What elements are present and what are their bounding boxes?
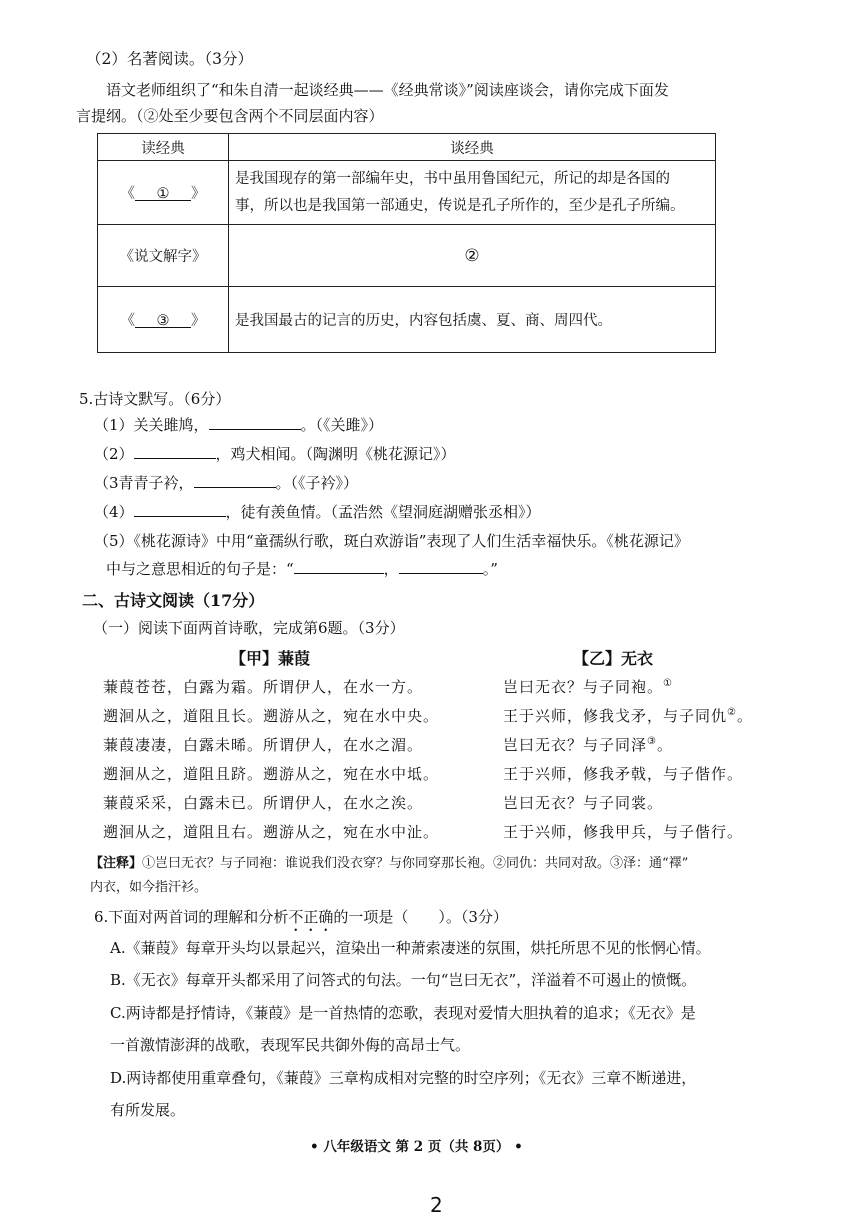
poem-yi-line: 王于兴师，修我甲兵，与子偕行。 <box>503 823 744 841</box>
footnote-marker: ② <box>727 707 737 718</box>
q5-item-1 <box>94 414 383 435</box>
notes-line2: 内衣，如今指汗衫。 <box>90 880 208 895</box>
q6-option-b[interactable]: B.《无衣》每章开头都采用了问答式的句法。一句“岂曰无衣”，洋溢着不可遏止的愤慨。 <box>110 971 697 989</box>
poem-jia-title: 【甲】蒹葭 <box>230 649 311 668</box>
row1-desc-line1: 是我国现存的第一部编年史，书中虽用鲁国纪元，所记的却是各国的 <box>235 170 670 187</box>
poem-yi-title: 【乙】无衣 <box>573 649 654 668</box>
q5-5-blank-a[interactable] <box>294 559 384 574</box>
q5-4-pre: （4） <box>94 503 134 521</box>
q5-3-post: 。（《子衿》） <box>275 474 359 492</box>
poem-yi-tail: 。 <box>656 736 673 754</box>
q6-option-d-line2: 有所发展。 <box>110 1101 186 1119</box>
q6-stem <box>94 906 508 935</box>
q5-heading: 5.古诗文默写。（6分） <box>79 390 231 408</box>
footnote-marker: ① <box>663 678 673 689</box>
q5-1-blank[interactable] <box>209 415 301 430</box>
q5-item-4 <box>94 501 541 522</box>
q5-2-pre: （2） <box>94 445 134 463</box>
poem-yi-line: 岂曰无衣？与子同裳。 <box>503 794 664 812</box>
q5-2-post: ，鸡犬相闻。（陶渊明《桃花源记》） <box>215 445 456 463</box>
table-header-discuss: 谈经典 <box>229 134 716 161</box>
table-row2-book: 《说文解字》 <box>98 225 229 287</box>
q5-5-post: 。” <box>482 560 498 578</box>
row1-desc-line2: 事，所以也是我国第一部通史，传说是孔子所作的，至少是孔子所编。 <box>235 197 685 214</box>
q5-4-blank[interactable] <box>134 502 226 517</box>
table-row3-book <box>98 287 229 353</box>
q5-item-2 <box>94 443 456 464</box>
q5-item-5-line1: （5）《桃花源诗》中用“童孺纵行歌，斑白欢游诣”表现了人们生活幸福快乐。《桃花源记》 <box>94 532 689 550</box>
poem-jia-line: 蒹葭苍苍，白露为霜。所谓伊人，在水一方。 <box>103 678 424 696</box>
poem-jia-line: 遡洄从之，道阻且跻。遡游从之，宛在水中坻。 <box>103 765 440 783</box>
q6-stem-pre: 6.下面对两首词的理解和分析 <box>94 908 289 926</box>
blank-1[interactable] <box>135 186 191 201</box>
poem-yi-line <box>503 705 753 726</box>
blank-1-marker: ① <box>156 186 170 202</box>
q5-4-post: ，徒有羡鱼情。（孟浩然《望洞庭湖赠张丞相》） <box>225 503 541 521</box>
poem-yi-line <box>503 734 673 755</box>
book-bracket-left: 《 <box>120 313 135 329</box>
blank-3[interactable] <box>135 313 191 328</box>
table-header-read: 读经典 <box>98 134 229 161</box>
q5-5-pre: 中与之意思相近的句子是：“ <box>106 560 294 578</box>
q5-item-3 <box>94 472 358 493</box>
notes-line1 <box>90 852 688 871</box>
poem-jia-line: 遡洄从之，道阻且长。遡游从之，宛在水中央。 <box>103 707 440 725</box>
q5-1-pre: （1）关关雎鸠， <box>94 416 209 434</box>
table-row1-book <box>98 161 229 225</box>
poem-yi-text: 王于兴师，修我戈矛，与子同仇 <box>503 707 728 725</box>
q6-stem-post: 的一项是（ ）。（3分） <box>333 908 508 926</box>
footnote-marker: ③ <box>647 736 657 747</box>
q6-option-d-line1[interactable]: D.两诗都使用重章叠句，《蒹葭》三章构成相对完整的时空序列；《无衣》三章不断递进， <box>110 1069 697 1087</box>
q5-1-post: 。（《关雎》） <box>300 416 384 434</box>
q5-3-blank[interactable] <box>194 473 276 488</box>
q6-stem-emphasis: 不正确 <box>288 908 334 926</box>
section2-heading: 二、古诗文阅读（17分） <box>82 591 265 610</box>
poem-yi-line: 王于兴师，修我矛戟，与子偕作。 <box>503 765 744 783</box>
q6-option-c-line2: 一首激情澎湃的战歌，表现军民共御外侮的高昂士气。 <box>110 1036 471 1054</box>
q4-2-intro-line2: 言提纲。（②处至少要包含两个不同层面内容） <box>76 107 384 125</box>
q5-item-5-line2 <box>106 558 498 579</box>
q5-5-blank-b[interactable] <box>399 559 483 574</box>
poem-yi-tail: 。 <box>736 707 753 725</box>
book-bracket-right: 》 <box>191 313 206 329</box>
section2-sub-heading: （一）阅读下面两首诗歌，完成第6题。（3分） <box>93 619 405 637</box>
notes-text: ①岂曰无衣？与子同袍：谁说我们没衣穿？与你同穿那长袍。②同仇：共同对敌。③泽：通“襗” <box>142 856 689 871</box>
poem-yi-text: 岂曰无衣？与子同泽 <box>503 736 648 754</box>
blank-3-marker: ③ <box>156 313 170 329</box>
poem-jia-line: 蒹葭凄凄，白露未晞。所谓伊人，在水之湄。 <box>103 736 424 754</box>
q6-option-a[interactable]: A.《蒹葭》每章开头均以景起兴，渲染出一种萧索凄迷的氛围，烘托所思不见的怅惘心情。 <box>110 939 711 957</box>
q5-3-pre: （3青青子衿， <box>94 474 194 492</box>
q4-2-heading: （2）名著阅读。（3分） <box>86 50 253 68</box>
notes-label: 【注释】 <box>90 856 143 871</box>
book-bracket-left: 《 <box>120 186 135 202</box>
table-row2-desc[interactable]: ② <box>229 225 716 287</box>
outline-table <box>97 133 716 353</box>
q4-2-intro-line1: 语文老师组织了“和朱自清一起谈经典——《经典常谈》”阅读座谈会，请你完成下面发 <box>106 81 669 99</box>
page-number: 2 <box>430 1193 443 1217</box>
poem-jia-line: 蒹葭采采，白露未已。所谓伊人，在水之涘。 <box>103 794 424 812</box>
poem-yi-text: 岂曰无衣？与子同袍。 <box>503 678 664 696</box>
page-footer: • 八年级语文 第 2 页（共 8页） • <box>310 1139 523 1155</box>
poem-yi-line <box>503 676 673 697</box>
q5-2-blank[interactable] <box>134 444 216 459</box>
poem-jia-line: 遡洄从之，道阻且右。遡游从之，宛在水中沚。 <box>103 823 440 841</box>
q6-option-c-line1[interactable]: C.两诗都是抒情诗，《蒹葭》是一首热情的恋歌，表现对爱情大胆执着的追求；《无衣》是 <box>110 1004 696 1022</box>
q5-5-mid: ， <box>383 560 399 578</box>
table-row3-desc: 是我国最古的记言的历史，内容包括虞、夏、商、周四代。 <box>229 287 716 353</box>
table-row1-desc <box>229 161 716 225</box>
book-bracket-right: 》 <box>191 186 206 202</box>
